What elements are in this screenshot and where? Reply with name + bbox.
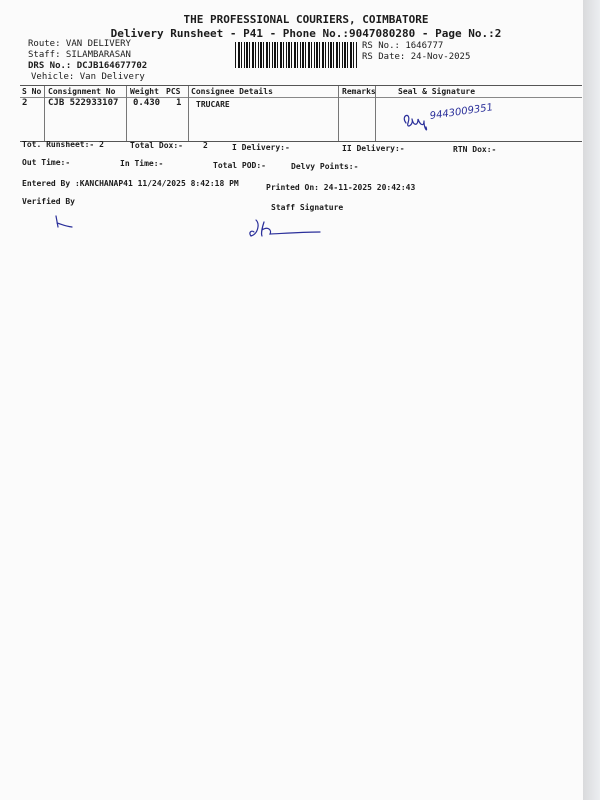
header-consignee: Consignee Details [191, 87, 273, 96]
header-pcs: PCS [166, 87, 181, 96]
header-consignment: Consignment No [48, 87, 116, 96]
i-delivery: I Delivery:- [232, 143, 290, 152]
tot-runsheet: Tot. Runsheet:- 2 [22, 140, 104, 149]
header-remarks: Remarks [342, 87, 376, 96]
col-divider [188, 86, 189, 141]
header-seal: Seal & Signature [398, 87, 476, 96]
row-pcs: 1 [176, 98, 182, 108]
out-time: Out Time:- [22, 158, 71, 167]
vehicle-label: Vehicle: Van Delivery [31, 72, 145, 82]
header-weight: Weight [130, 87, 159, 96]
row-sno: 2 [22, 98, 28, 108]
header-sno: S No [22, 87, 42, 96]
delvy-points: Delvy Points:- [291, 162, 359, 171]
table-bottom-rule [20, 141, 582, 142]
verifier-signature [52, 214, 76, 230]
staff-signature-label: Staff Signature [271, 203, 344, 212]
col-divider [44, 86, 45, 141]
runsheet-heading: Delivery Runsheet - P41 - Phone No.:9047080280 - Page No.:2 [110, 27, 502, 40]
rs-number: RS No.: 1646777 [362, 41, 444, 51]
rs-date: RS Date: 24-Nov-2025 [362, 52, 471, 62]
printed-on: Printed On: 24-11-2025 20:42:43 [266, 183, 416, 192]
route-label: Route: VAN DELIVERY [28, 39, 131, 49]
col-divider [338, 86, 339, 141]
drs-number: DRS No.: DCJB164677702 [28, 61, 148, 71]
ii-delivery: II Delivery:- [342, 144, 405, 153]
total-dox-label: Total Dox:- [130, 141, 183, 150]
row-weight: 0.430 [133, 98, 161, 108]
page-edge-shadow [583, 0, 600, 800]
col-divider [126, 86, 127, 141]
table-top-rule [20, 85, 582, 86]
barcode [235, 42, 357, 68]
in-time: In Time:- [120, 159, 164, 168]
entered-by: Entered By :KANCHANAP41 11/24/2025 8:42:18 PM [22, 179, 239, 188]
total-pod: Total POD:- [213, 161, 266, 170]
handwritten-phone: 9443009351 [429, 102, 494, 122]
company-title: THE PROFESSIONAL COURIERS, COIMBATORE [183, 13, 429, 26]
staff-signature [248, 216, 326, 240]
verified-by: Verified By [22, 197, 75, 206]
row-consignee: TRUCARE [196, 100, 230, 109]
rtn-dox: RTN Dox:- [453, 145, 497, 154]
row-consignment: CJB 522933107 [48, 98, 119, 108]
total-dox-value: 2 [203, 141, 208, 150]
staff-label: Staff: SILAMBARASAN [28, 50, 131, 60]
